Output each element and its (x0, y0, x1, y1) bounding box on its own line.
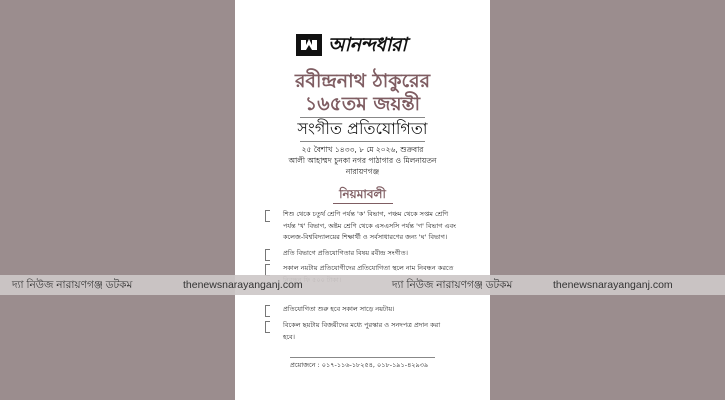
logo-mark-icon (295, 33, 323, 57)
watermark-bangla: দ্যা নিউজ নারায়ণগঞ্জ ডটকম (12, 279, 133, 291)
rule-text (283, 320, 478, 343)
rule-text (283, 304, 478, 316)
rule-line: প্রতিযোগিতা শুরু হবে সকাল সাড়ে নয়টায়। (283, 305, 395, 313)
bullet-icon (265, 249, 270, 261)
subtitle: সংগীত প্রতিযোগিতা (297, 119, 428, 138)
rules-heading: নিয়মাবলী (339, 187, 386, 201)
rule-line: বিকেল ছয়টায় বিজয়ীদের মধ্যে পুরস্কার ও সনদপত্র প্রদান করা (283, 321, 441, 329)
bullet-icon (265, 321, 270, 333)
logo (295, 31, 430, 59)
rule-text (283, 248, 478, 260)
logo-text: আনন্দধারা (328, 34, 407, 56)
bullet-icon (265, 305, 270, 317)
rule-line: হবে। (283, 332, 295, 341)
divider-top (300, 117, 425, 118)
event-city: নারায়ণগঞ্জ (345, 167, 380, 176)
watermark-bangla: দ্যা নিউজ নারায়ণগঞ্জ ডটকম (392, 279, 513, 291)
watermark-english: thenewsnarayanganj.com (553, 279, 673, 291)
rule-line: পর্যন্ত 'খ' বিভাগ, অষ্টম শ্রেণি থেকে এসএসসি পর্যন্ত 'গ' বিভাগ এবং (283, 221, 456, 230)
divider-middle (300, 141, 425, 142)
watermark-band (0, 275, 725, 295)
divider-bottom (290, 357, 435, 358)
rule-line: শিশু থেকে চতুর্থ শ্রেণি পর্যন্ত 'ক' বিভাগ, পঞ্চম থেকে সপ্তম শ্রেণি (283, 210, 449, 218)
rules-heading-underline (333, 203, 393, 204)
contact-info: প্রয়োজনে : ০১৭-১১৬-১৮২৫৪, ০১৮-১৯১-৪২৯৩৯ (290, 361, 429, 369)
rule-line: কলেজ-বিশ্ববিদ্যালয়ের শিক্ষার্থী ও সর্বসাধারণের জন্য 'ঘ' বিভাগ। (283, 233, 448, 241)
rule-line: প্রতি বিভাগে প্রতিযোগিতার বিষয় রবীন্দ্র সংগীত। (283, 249, 408, 257)
rule-line: সকাল নয়টায় প্রতিযোগীদের প্রতিযোগিতা স্থলে নাম নিবন্ধন করতে (283, 264, 454, 272)
rule-text (283, 209, 478, 244)
title-line-2: ১৬৫তম জয়ন্তী (304, 93, 421, 115)
event-venue: আলী আহাম্মদ চুনকা নগর পাঠাগার ও মিলনায়তন (288, 156, 437, 165)
watermark-english: thenewsnarayanganj.com (183, 279, 303, 291)
bullet-icon (265, 210, 270, 222)
event-date: ২৫ বৈশাখ ১৪৩৩, ৮ মে ২০২৬, শুক্রবার (301, 145, 424, 154)
title-line-1: রবীন্দ্রনাথ ঠাকুরের (294, 70, 431, 92)
